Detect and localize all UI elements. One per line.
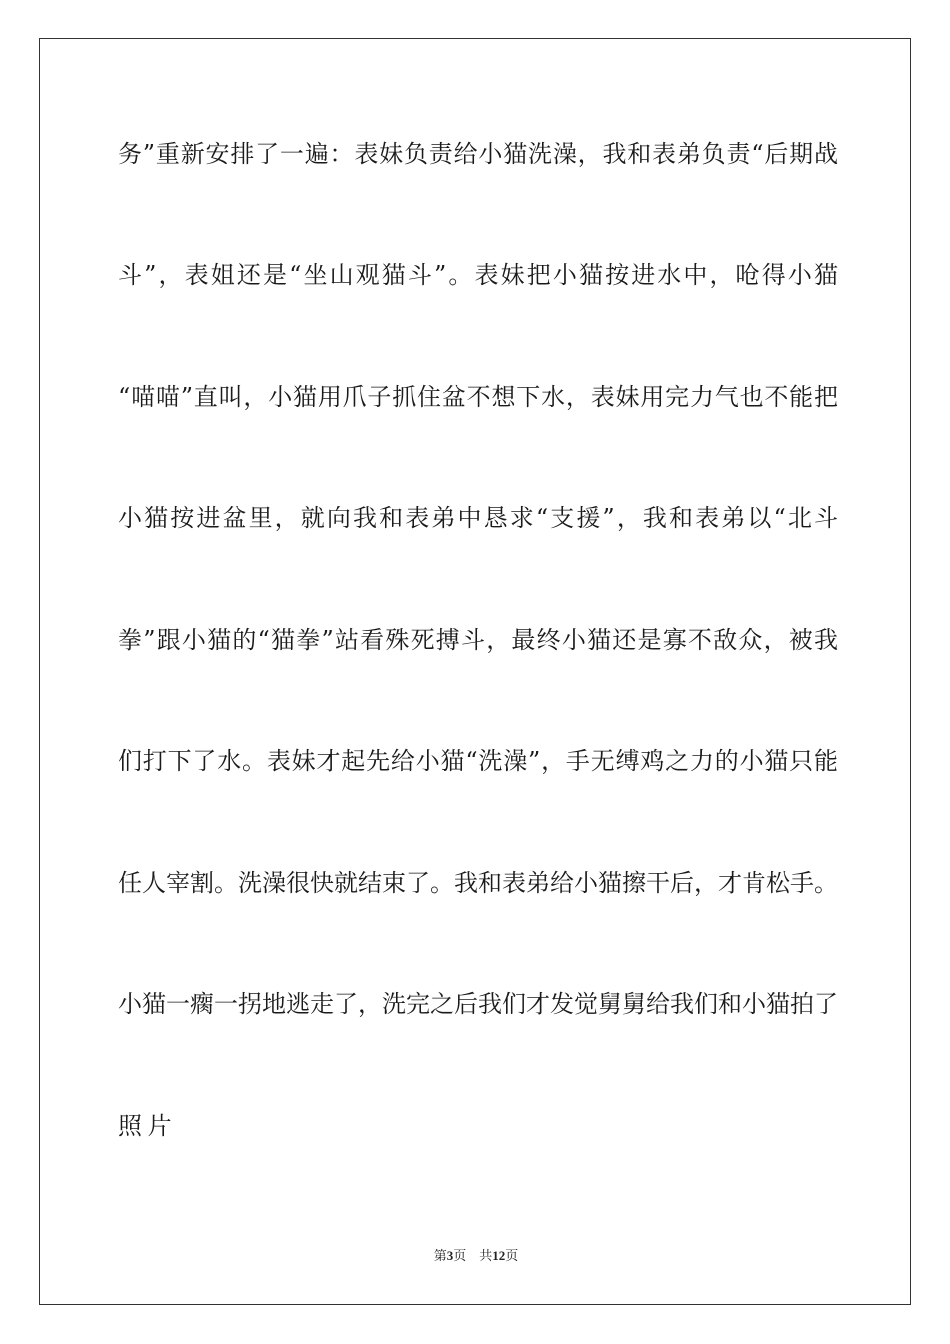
- text-line-1: 务”重新安排了一遍：表妹负责给小猫洗澡，我和表弟负责“后期战: [118, 140, 838, 168]
- text-line-5: 拳”跟小猫的“猫拳”站看殊死搏斗，最终小猫还是寡不敌众，被我: [118, 626, 838, 654]
- page-border: [39, 38, 911, 1305]
- text-line-9: 照片: [118, 1112, 178, 1140]
- text-line-6: 们打下了水。表妹才起先给小猫“洗澡”，手无缚鸡之力的小猫只能: [118, 747, 838, 775]
- text-line-4: 小猫按进盆里，就向我和表弟中恳求“支援”，我和表弟以“北斗: [118, 504, 838, 532]
- page-number: 3: [446, 1248, 454, 1263]
- total-prefix: 共: [479, 1248, 493, 1263]
- total-suffix: 页: [505, 1248, 519, 1263]
- total-pages: 12: [492, 1248, 506, 1263]
- page-prefix: 第: [433, 1248, 447, 1263]
- page-suffix: 页: [453, 1248, 467, 1263]
- text-line-8: 小猫一瘸一拐地逃走了，洗完之后我们才发觉舅舅给我们和小猫拍了: [118, 990, 838, 1018]
- text-line-3: “喵喵”直叫，小猫用爪子抓住盆不想下水，表妹用完力气也不能把: [118, 383, 838, 411]
- text-line-7: 任人宰割。洗澡很快就结束了。我和表弟给小猫擦干后，才肯松手。: [118, 869, 838, 897]
- page-footer: [40, 1248, 912, 1264]
- text-line-2: 斗”，表姐还是“坐山观猫斗”。表妹把小猫按进水中，呛得小猫: [118, 261, 838, 289]
